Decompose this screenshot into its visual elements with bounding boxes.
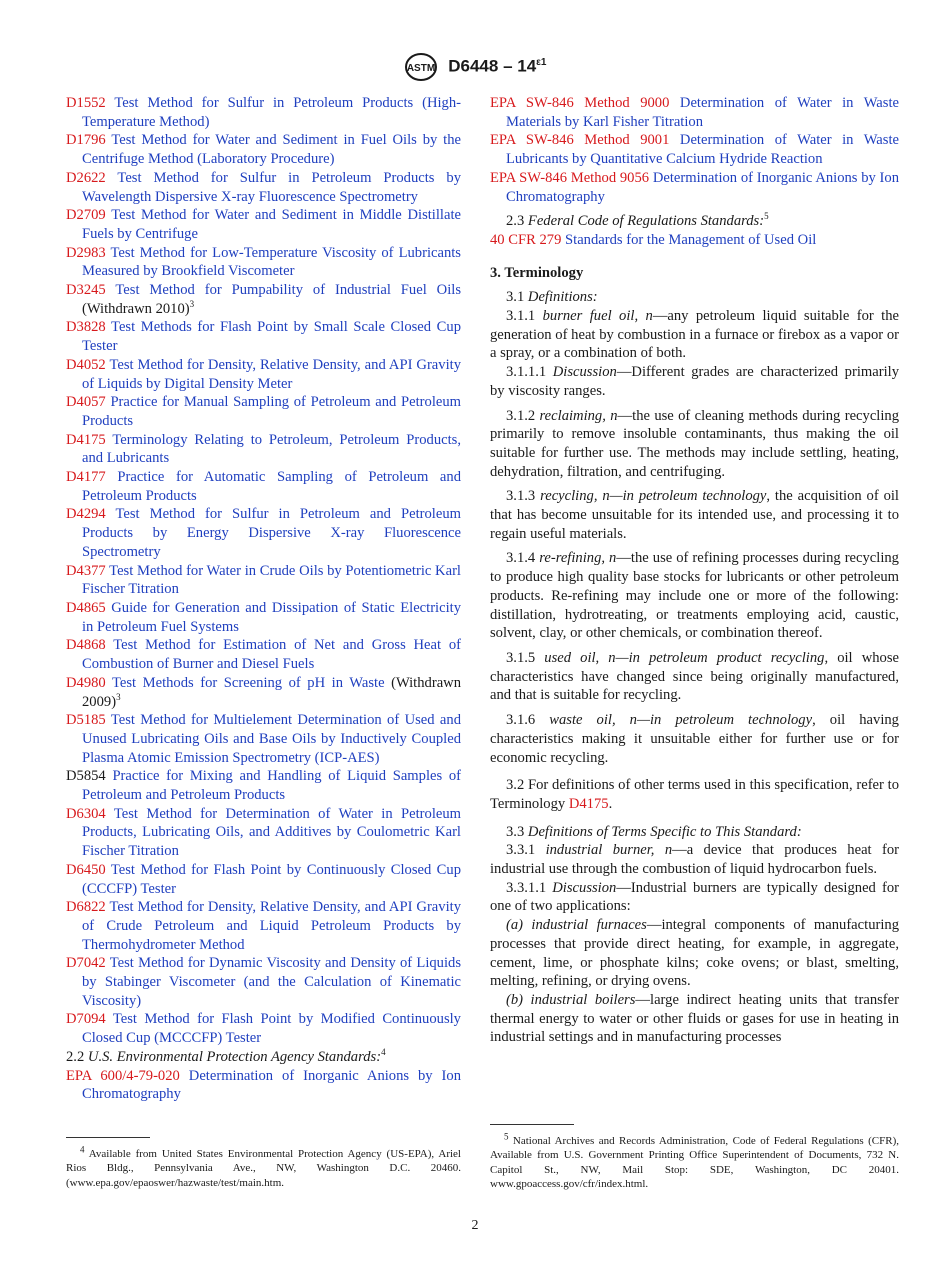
terminology-heading: 3. Terminology	[490, 264, 584, 281]
reference-item[interactable]	[66, 131, 461, 168]
ref-title[interactable]: Determination of Inorganic Anions by Ion Chromatography	[506, 169, 900, 205]
page-number: 2	[471, 1218, 479, 1233]
ref-status: (Withdrawn 2010)	[82, 300, 190, 317]
epa-methods-list	[490, 94, 899, 206]
reference-item[interactable]	[66, 468, 461, 505]
ref-status: (Withdrawn 2009)	[82, 674, 462, 710]
para-3-1-6	[490, 711, 899, 767]
para-a	[490, 916, 899, 991]
definition: —large indirect heating units that transfer thermal energy to water or other fluids or gases for use in heating in industrial settings and in manufacturing processes	[490, 991, 899, 1046]
term: (b) industrial boilers	[506, 991, 636, 1008]
footnote-mark: 4	[80, 1144, 85, 1155]
astm-logo-text: ASTM	[406, 63, 435, 74]
ref-code[interactable]: D4057	[66, 394, 106, 411]
definition: —integral components of manufacturing processes that provide direct heating, for example, in aggregate, cement, lime, or phosphate kilns; coke ovens; or blast, smelting, melting, refining, or drying ovens.	[490, 917, 899, 990]
footnote-ref: 3	[189, 298, 195, 309]
section-number: 3.1.5	[506, 649, 536, 666]
reference-item[interactable]	[66, 562, 461, 599]
ref-code[interactable]: D4294	[66, 506, 106, 523]
footnote-4	[66, 1144, 461, 1190]
definition: —the use of refining processes during recycling to produce high quality base stocks for lubricants or other petroleum products. Re-refining may include one or more of the following: distillation, hydrotreating, or treatments employing acid, caustic, solvent, clay, or other chemicals, or combination thereof.	[490, 550, 899, 642]
ref-title[interactable]: Practice for Automatic Sampling of Petroleum and Petroleum Products	[82, 469, 462, 504]
section-number: 2.3	[506, 213, 525, 230]
term: burner fuel oil, n	[542, 308, 653, 325]
footnote-ref: 3	[116, 691, 121, 702]
ref-code[interactable]: D1796	[66, 132, 106, 149]
ref-code[interactable]: D6822	[66, 899, 106, 916]
section-number: 3.1	[506, 289, 525, 306]
reference-item[interactable]	[490, 169, 899, 206]
ref-code[interactable]: D7094	[66, 1011, 106, 1028]
ref-title[interactable]: Test Method for Determination of Water in Petroleum Products, Lubricating Oils, and Additives by Coulometric Karl Fischer Titration	[82, 805, 462, 860]
footnote-rule	[66, 1137, 150, 1138]
footnote-text: National Archives and Records Administration, Code of Federal Regulations (CFR), Available from U.S. Government Printing Office Superintendent of Documents, 732 N. Capitol St., NW, Mail Stop: SDE, Washington, DC 20401. www.gpoaccess.gov/cfr/index.html.	[490, 1135, 899, 1190]
ref-code[interactable]: D7042	[66, 955, 106, 972]
definition: —Different grades are characterized primarily by viscosity ranges.	[490, 364, 899, 399]
section-title: Definitions:	[527, 289, 598, 306]
footnote-ref: 4	[381, 1047, 386, 1057]
cfr-heading	[490, 212, 899, 231]
right-column	[490, 94, 899, 1047]
ref-title[interactable]: Determination of Water in Waste Lubricants by Quantitative Calcium Hydride Reaction	[506, 132, 899, 168]
ref-title[interactable]: Test Method for Dynamic Viscosity and Density of Liquids by Stabinger Viscometer (and the Calculation of Kinematic Viscosity)	[82, 955, 461, 1009]
term: used oil, n—in petroleum product recycling	[544, 649, 825, 666]
ref-title[interactable]: Test Method for Flash Point by Continuously Closed Cup (CCCFP) Tester	[82, 861, 461, 897]
ref-code[interactable]: D4377	[66, 562, 106, 579]
ref-code[interactable]: EPA SW-846 Method 9000	[490, 95, 670, 111]
reference-item[interactable]	[66, 711, 461, 767]
section-number: 3.1.2	[506, 407, 536, 424]
para-3-1-4	[490, 549, 899, 643]
ref-code[interactable]: D2622	[66, 169, 106, 186]
section-number: 3.2	[506, 777, 525, 794]
term: waste oil, n—in petroleum technology	[549, 712, 813, 729]
reference-item[interactable]	[66, 281, 461, 318]
ref-code[interactable]: D6304	[66, 805, 106, 822]
ref-title[interactable]: Test Methods for Flash Point by Small Scale Closed Cup Tester	[82, 319, 461, 355]
definition: —the use of cleaning methods during recycling primarily to remove insoluble contaminants, thus making the oil suitable for further use. The methods may include settling, heating, dehydration, filtration, and centrifuging.	[490, 407, 900, 480]
section-title: Definitions of Terms Specific to This Standard:	[527, 823, 802, 840]
ref-code[interactable]: D4865	[66, 599, 106, 616]
ref-code[interactable]: D2709	[66, 207, 106, 224]
ref-title[interactable]: Test Method for Water and Sediment in Fuel Oils by the Centrifuge Method (Laboratory Procedure)	[82, 132, 461, 168]
reference-item[interactable]	[66, 431, 461, 468]
reference-item[interactable]	[66, 805, 461, 861]
para-3-1-2	[490, 407, 899, 482]
ref-code[interactable]: D4868	[66, 637, 106, 654]
ref-title[interactable]: Determination of Inorganic Anions by Ion Chromatography	[82, 1067, 462, 1103]
reference-item[interactable]	[66, 599, 461, 636]
ref-title[interactable]: Test Method for Pumpability of Industrial Fuel Oils	[115, 282, 461, 299]
reference-item[interactable]	[66, 636, 461, 673]
section-number: 3.3.1.1	[506, 879, 547, 896]
ref-code[interactable]: D3245	[66, 282, 106, 299]
section-number: 3.1.1	[506, 308, 536, 325]
reference-item[interactable]	[66, 318, 461, 355]
ref-code[interactable]: D1552	[66, 95, 106, 111]
footnote-text: Available from United States Environmental Protection Agency (US-EPA), Ariel Rios Bldg., Pennsylvania Ave., NW, Washington D.C. 20460. (www.epa.gov/epaoswer/hazwaste/test/main.htm.	[66, 1148, 461, 1189]
epa-heading	[66, 1048, 461, 1067]
designation-epsilon: ε1	[536, 56, 547, 68]
ref-title[interactable]: Test Methods for Screening of pH in Waste	[112, 674, 385, 691]
page-header	[0, 52, 950, 82]
para-b	[490, 991, 899, 1047]
ref-code[interactable]: EPA 600/4-79-020	[66, 1067, 180, 1084]
para-3-1	[490, 288, 899, 307]
term: industrial burner, n	[545, 842, 673, 859]
cfr-ref-item[interactable]	[490, 231, 899, 250]
ref-code[interactable]: EPA SW-846 Method 9001	[490, 132, 670, 149]
footnote-rule	[490, 1124, 574, 1125]
astm-logo-icon	[404, 52, 438, 82]
ref-code[interactable]: D5185	[66, 712, 106, 729]
ref-code[interactable]: D2983	[66, 244, 106, 261]
ref-title[interactable]: Practice for Manual Sampling of Petroleum and Petroleum Products	[82, 394, 461, 429]
footnote-mark: 5	[504, 1131, 509, 1142]
definition: —any petroleum liquid suitable for the generation of heat by combustion in a furnace or firebox as a vapor or a spray, or a combination of both.	[490, 308, 899, 362]
reference-item[interactable]	[490, 131, 899, 168]
section-number: 3.1.3	[506, 488, 536, 505]
ref-code[interactable]: D6450	[66, 861, 106, 878]
ref-title[interactable]: Standards for the Management of Used Oil	[565, 231, 817, 248]
section-number: 3.1.1.1	[506, 364, 547, 381]
section-title: Federal Code of Regulations Standards:	[527, 213, 765, 230]
term: (a) industrial furnaces	[506, 917, 647, 934]
reference-item[interactable]	[490, 94, 899, 131]
ref-title[interactable]: Terminology Relating to Petroleum, Petroleum Products, and Lubricants	[82, 431, 461, 467]
ref-title[interactable]: Practice for Mixing and Handling of Liquid Samples of Petroleum and Petroleum Products	[82, 768, 461, 804]
referenced-documents-list	[66, 94, 461, 1048]
section-number: 3.3.1	[506, 842, 536, 859]
para-3-3-1-1	[490, 879, 899, 916]
ref-title[interactable]: Determination of Water in Waste Materials by Karl Fisher Titration	[506, 95, 899, 130]
section-number: 2.2	[66, 1048, 85, 1065]
ref-code[interactable]: D4175	[66, 431, 106, 448]
reference-item[interactable]	[66, 1010, 461, 1047]
reference-item[interactable]	[66, 206, 461, 243]
reference-item[interactable]	[66, 244, 461, 281]
definition: , oil having characteristics making it unsuitable either for further use or for economic recycling.	[490, 712, 899, 766]
ref-title[interactable]: Test Method for Sulfur in Petroleum Products (High-Temperature Method)	[82, 95, 461, 130]
term: Discussion	[552, 879, 617, 896]
section-number: 3.1.4	[506, 550, 536, 567]
ref-code[interactable]: D4980	[66, 674, 106, 691]
reference-item[interactable]	[66, 356, 461, 393]
para-3-3-1	[490, 841, 899, 878]
ref-title[interactable]: Test Method for Flash Point by Modified Continuously Closed Cup (MCCCFP) Tester	[82, 1011, 461, 1047]
ref-title[interactable]: Test Method for Multielement Determination of Used and Unused Lubricating Oils and Base Oils by Inductively Coupled Plasma Atomic Emission Spectrometry (ICP-AES)	[82, 712, 461, 766]
para-3-2	[490, 776, 899, 813]
term: re-refining, n	[539, 550, 617, 567]
section-number: 3.1.6	[506, 712, 536, 729]
ref-code[interactable]: D3828	[66, 319, 106, 336]
footnote-ref: 5	[764, 211, 769, 222]
section-number: 3.3	[506, 823, 525, 840]
ref-title[interactable]: Test Method for Density, Relative Density, and API Gravity of Crude Petroleum and Liquid Petroleum Products by Thermohydrometer Method	[82, 899, 461, 953]
definition: , oil whose characteristics have changed since being originally manufactured, and that is suitable for recycling.	[490, 649, 899, 704]
para-3-3	[490, 823, 899, 842]
reference-item[interactable]	[66, 767, 461, 804]
footnote-5	[490, 1131, 899, 1191]
reference-item[interactable]	[66, 861, 461, 898]
definition: —a device that produces heat for industrial use through the combustion of liquid hydrocarbon fuels.	[490, 842, 899, 878]
designation: D6448 – 14	[448, 56, 537, 76]
definition: , the acquisition of oil that has become unsuitable for its intended use, and processing it to regain useful materials.	[490, 488, 899, 542]
reference-item[interactable]	[66, 169, 461, 206]
ref-code[interactable]: EPA SW-846 Method 9056	[490, 169, 650, 186]
para-3-1-5	[490, 649, 899, 705]
reference-item[interactable]	[66, 393, 461, 430]
para-3-1-1	[490, 307, 899, 363]
paragraph-text: For definitions of other terms used in this specification, refer to Terminology	[490, 777, 899, 812]
ref-title[interactable]: Test Method for Estimation of Net and Gross Heat of Combustion of Burner and Diesel Fuels	[82, 637, 461, 673]
epa-ref-item[interactable]	[66, 1067, 461, 1104]
ref-title[interactable]: Test Method for Density, Relative Density, and API Gravity of Liquids by Digital Density Meter	[82, 356, 461, 392]
ref-title[interactable]: Test Method for Water and Sediment in Middle Distillate Fuels by Centrifuge	[82, 207, 461, 242]
term: reclaiming, n	[539, 407, 618, 424]
ref-code[interactable]: D4177	[66, 469, 106, 486]
definition: —Industrial burners are typically designed for one of two applications:	[490, 879, 899, 915]
ref-title[interactable]: Test Method for Sulfur in Petroleum Products by Wavelength Dispersive X-ray Fluorescence Spectrometry	[82, 169, 461, 205]
reference-item[interactable]	[66, 954, 461, 1010]
ref-code[interactable]: D4052	[66, 356, 106, 373]
ref-code[interactable]: D5854	[66, 768, 106, 785]
para-3-1-1-1	[490, 363, 899, 400]
ref-title[interactable]: Test Method for Water in Crude Oils by Potentiometric Karl Fischer Titration	[82, 562, 461, 598]
reference-item[interactable]	[66, 674, 461, 711]
reference-item[interactable]	[66, 898, 461, 954]
ref-code[interactable]: 40 CFR 279	[490, 231, 562, 248]
left-column	[66, 94, 461, 1104]
reference-item[interactable]	[66, 505, 461, 561]
terminology-link[interactable]: D4175	[568, 795, 609, 812]
term: recycling, n—in petroleum technology	[540, 488, 767, 505]
section-title: U.S. Environmental Protection Agency Standards:	[87, 1048, 382, 1065]
term: Discussion	[552, 364, 617, 381]
ref-title[interactable]: Test Method for Low-Temperature Viscosity of Lubricants Measured by Brookfield Viscometer	[82, 244, 461, 280]
ref-title[interactable]: Guide for Generation and Dissipation of Static Electricity in Petroleum Fuel Systems	[82, 599, 461, 635]
para-3-1-3	[490, 487, 899, 543]
ref-title[interactable]: Test Method for Sulfur in Petroleum and Petroleum Products by Energy Dispersive X-ray Fluorescence Spectrometry	[82, 506, 461, 560]
reference-item[interactable]	[66, 94, 461, 131]
paragraph-end: .	[608, 795, 613, 812]
